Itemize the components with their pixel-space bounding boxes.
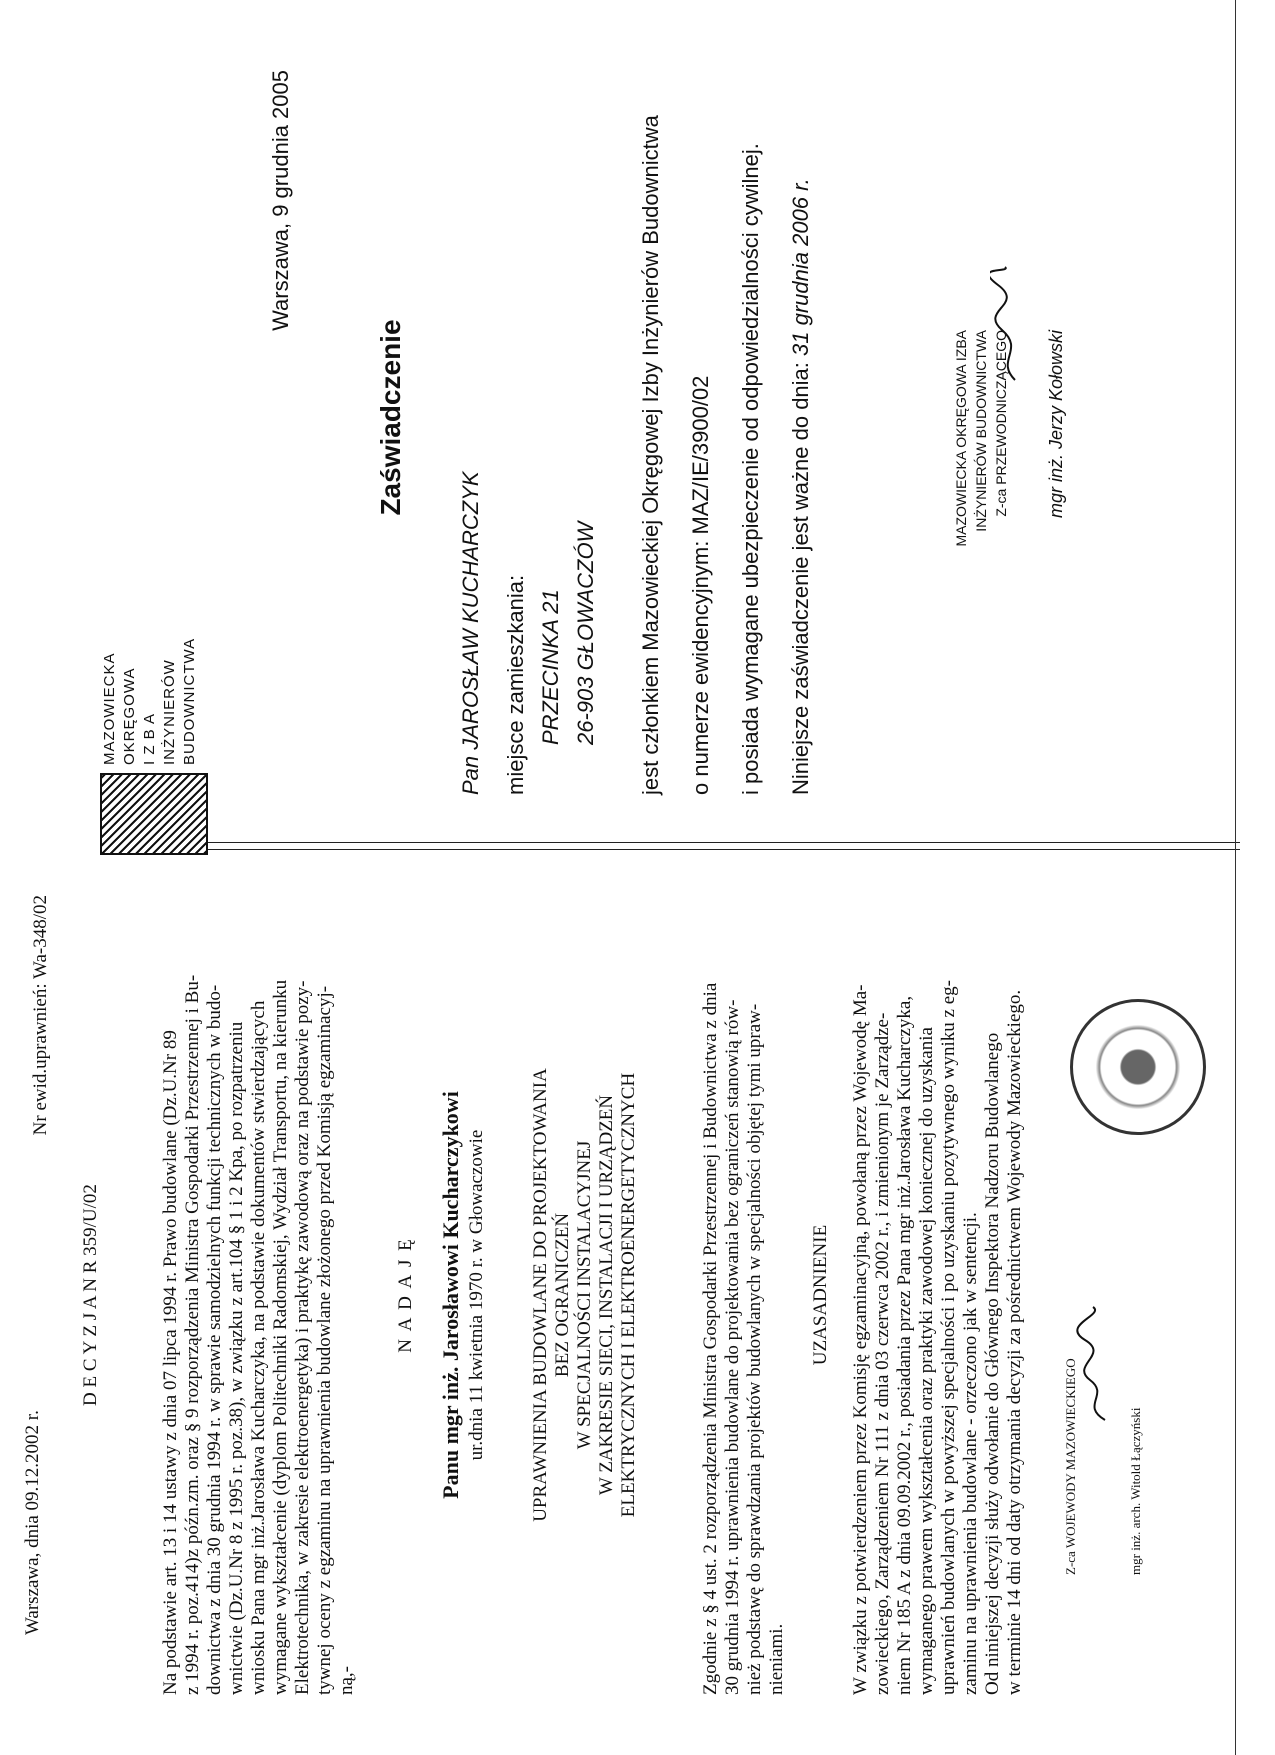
cert-insurance: i posiada wymagane ubezpieczenie od odpowiedzialności cywilnej.	[738, 143, 763, 795]
recipient-name: Panu mgr inż. Jarosławowi Kucharczykowi	[438, 1091, 463, 1499]
cert-city: 26-903 GŁOWACZÓW	[573, 521, 598, 745]
recipient-birth: ur.dnia 11 kwietnia 1970 r. w Głowaczowie	[466, 1129, 487, 1461]
cert-stamp-2: INŻYNIERÓW BUDOWNICTWA	[973, 330, 989, 532]
logo-icon	[100, 773, 208, 855]
cert-number: o numerze ewidencyjnym: MAZ/IE/3900/02	[688, 375, 713, 795]
cert-stamp-3: Z-ca PRZEWODNICZĄCEGO	[993, 330, 1009, 517]
cert-stamp-1: MAZOWIECKA OKRĘGOWA IZBA	[953, 330, 969, 547]
footer	[1235, 0, 1275, 1755]
cert-member: jest członkiem Mazowieckiej Okręgowej Izby Inżynierów Budownictwa	[638, 115, 663, 795]
cert-title: Zaświadczenie	[375, 319, 406, 516]
sign-title: Z-ca WOJEWODY MAZOWIECKIEGO	[1063, 1358, 1078, 1575]
decision-title: D E C Y Z J A N R 359/U/02	[80, 1184, 101, 1406]
nadaje-heading: N A D A J Ę	[395, 1237, 416, 1353]
reg-number: Nr ewid.uprawnień: Wa-348/02	[30, 895, 51, 1136]
signature-right	[990, 265, 1030, 385]
certificate-pane	[0, 0, 1275, 855]
cert-validity: Niniejsze zaświadczenie jest ważne do dnia: 31 grudnia 2006 r.	[788, 178, 813, 795]
uzasadnienie-heading: UZASADNIENIE	[810, 1224, 831, 1366]
logo-text: MAZOWIECKA OKRĘGOWA I Z B A INŻYNIERÓW BUDOWNICTWA	[101, 637, 198, 765]
decision-date: Warszawa, dnia 09.12.2002 r.	[22, 1410, 43, 1635]
cert-sign-name: mgr inż. Jerzy Kołowski	[1046, 330, 1066, 519]
cert-person: Pan JAROSŁAW KUCHARCZYK	[458, 471, 483, 795]
cert-date: Warszawa, 9 grudnia 2005	[268, 70, 293, 331]
cert-address-label: miejsce zamieszkania:	[503, 574, 528, 795]
cert-street: PRZECINKA 21	[538, 589, 563, 745]
sign-name: mgr inż. arch. Witold Łączyński	[1128, 1407, 1143, 1575]
decision-pane: Warszawa, dnia 09.12.2002 r. Nr ewid.uprawnień: Wa-348/02 D E C Y Z J A N R 359/U/02 Na podstawie art. 13 i 14 ustawy z dnia 07 lipca 1994 r. Prawo budowlane (Dz.U.Nr 89 z 1994 r. poz.414)z późn.zm. oraz § 9 rozporządzenia Ministra Gospodarki Przestrzennej i Bu- downictwa z dnia 30 grudnia 1994 r. w sprawie samodzielnych funkcji technicznych w budo- wnictwie (Dz.U.Nr 8 z 1995 r. poz.38), w związku z art.104 § 1 i 2 Kpa, po rozpatrzeniu wniosku Pana mgr inż.Jarosława Kucharczyka, na podstawie dokumentów stwierdzających wymagane wykształcenie (dyplom Politechniki Radomskiej, Wydział Transportu, na kierunku Elektrotechnika, w zakresie elektroenergetyka) i praktykę zawodową oraz na podstawie pozy- tywnej oceny z egzaminu na uprawnienia budowlane złożonego przed Komisją egzaminacyj- ną,- N A D A J Ę Panu mgr inż. Jarosławowi Kucharczykowi ur.dnia 11 kwietnia 1970 r. w Głowaczowie UPRAWNIENIA BUDOWLANE DO PROJEKTOWANIA BEZ OGRANICZEŃ W SPECJALNOŚCI INSTALACYJNEJ W ZAKRESIE SIECI, INSTALACJI I URZĄDZEŃ ELEKTRYCZNYCH I ELEKTROENERGETYCZNYCH Zgodnie z § 4 ust. 2 rozporządzenia Ministra Gospodarki Przestrzennej i Budownictwa z dnia 30 grudnia 1994 r. uprawnienia budowlane do projektowania bez ograniczeń stanowią rów- nież podstawę do sprawdzania projektów budowlanych w specjalności objętej tymi upraw- nieniami. UZASADNIENIE W związku z potwierdzeniem przez Komisję egzaminacyjną, powołaną przez Wojewodę Ma- zowieckiego, Zarządzeniem Nr 111 z dnia 03 czerwca 2002 r., i zmienionym je Zarządze- niem Nr 185 A z dnia 09.09.2002 r., posiadania przez Pana mgr inż.Jarosława Kucharczyka, wymaganego prawem wykształcenia oraz praktyki zawodowej koniecznej do uzyskania uprawnień budowlanych w powyższej specjalności i po uzyskaniu pozytywnego wyniku z eg- zaminu na uprawnienia budowlane - orzeczono jak w sentencji. Od niniejszej decyzji służy odwołanie do Głównego Inspektora Nadzoru Budowlanego w terminie 14 dni od daty otrzymania decyzji za pośrednictwem Wojewody Mazowieckiego. Z-ca WOJEWODY MAZOWIECKIEGO mgr inż. arch. Witold Łączyński	[0, 855, 1275, 1755]
